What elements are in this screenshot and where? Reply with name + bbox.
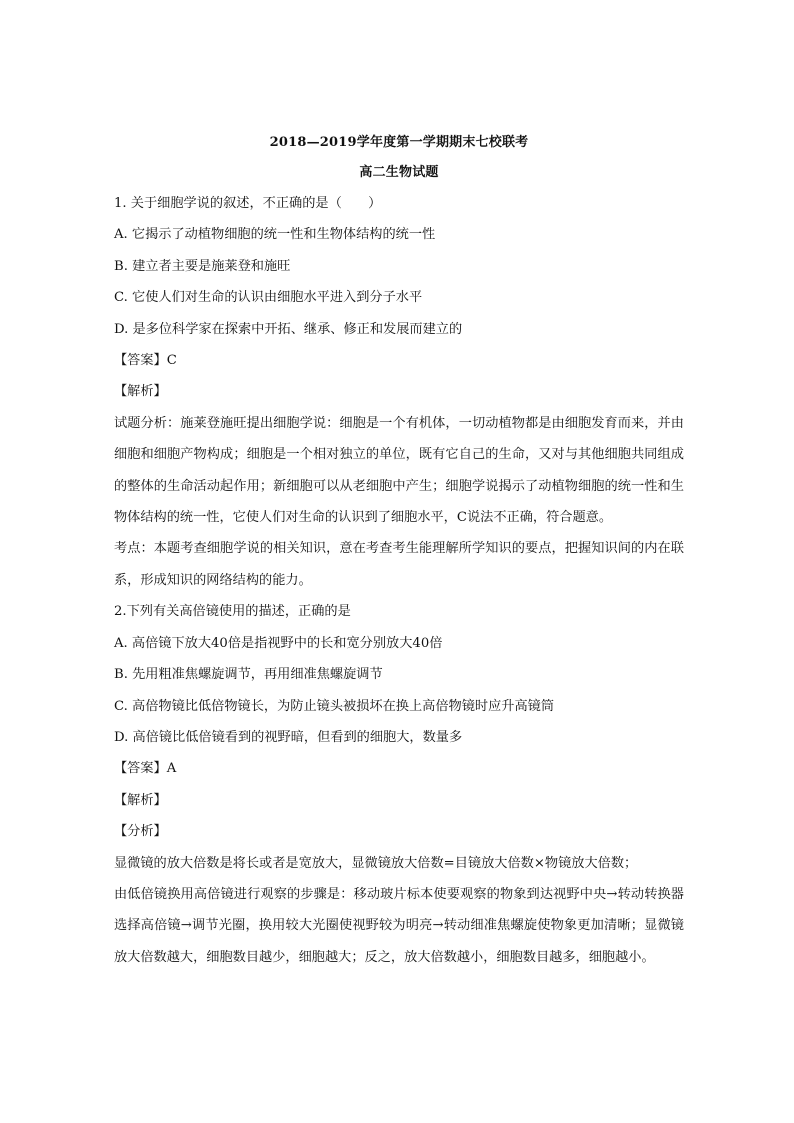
exam-title: 2018—2019学年度第一学期期末七校联考 xyxy=(269,135,529,150)
question-2-answer: 【答案】A xyxy=(114,761,177,777)
question-1-answer: 【答案】C xyxy=(114,353,177,369)
question-1-analysis-label: 【解析】 xyxy=(114,384,167,400)
question-1-analysis-text: 试题分析：施莱登施旺提出细胞学说：细胞是一个有机体，一切动植物都是由细胞发育而来，并由细胞和细胞产物构成；细胞是一个相对独立的单位，既有它自己的生命，又对与其他细胞共同组成的整体的生命活动起作用；新细胞可以从老细胞中产生；细胞学说揭示了动植物细胞的统一性和生物体结构的统一性，它使人们对生命的认识到了细胞水平，C说法不正确，符合题意。 xyxy=(114,415,684,526)
question-2-stem: 2.下列有关高倍镜使用的描述，正确的是 xyxy=(114,604,351,620)
question-2-fenxi-label: 【分析】 xyxy=(114,824,167,840)
question-1-option-a: A. 它揭示了动植物细胞的统一性和生物体结构的统一性 xyxy=(114,227,436,243)
question-1-stem: 1. 关于细胞学说的叙述，不正确的是（ ） xyxy=(114,196,382,211)
question-2-option-c: C. 高倍物镜比低倍物镜长，为防止镜头被损坏在换上高倍物镜时应升高镜筒 xyxy=(114,698,555,714)
question-2-fenxi-text: 由低倍镜换用高倍镜进行观察的步骤是：移动玻片标本使要观察的物象到达视野中央→转动转换器选择高倍镜→调节光圈，换用较大光圈使视野较为明亮→转动细准焦螺旋使物象更加清晰；显微镜放大倍数越大，细胞数目越少，细胞越大；反之，放大倍数越小，细胞数目越多，细胞越小。 xyxy=(114,886,684,965)
document-page xyxy=(114,128,684,973)
exam-subtitle: 高二生物试题 xyxy=(359,165,439,180)
question-1-option-b: B. 建立者主要是施莱登和施旺 xyxy=(114,258,291,274)
question-2-option-a: A. 高倍镜下放大40倍是指视野中的长和宽分别放大40倍 xyxy=(114,635,443,651)
question-2-analysis-label: 【解析】 xyxy=(114,792,167,808)
question-2-option-d: D. 高倍镜比低倍镜看到的视野暗，但看到的细胞大，数量多 xyxy=(114,729,463,745)
question-1-option-d: D. 是多位科学家在探索中开拓、继承、修正和发展而建立的 xyxy=(114,321,463,337)
question-2-fenxi-line-1: 显微镜的放大倍数是将长或者是宽放大，显微镜放大倍数=目镜放大倍数×物镜放大倍数； xyxy=(114,855,638,871)
question-1-option-c: C. 它使人们对生命的认识由细胞水平进入到分子水平 xyxy=(114,290,423,306)
question-2-option-b: B. 先用粗准焦螺旋调节，再用细准焦螺旋调节 xyxy=(114,667,383,683)
question-1-kaodian-text: 考点：本题考查细胞学说的相关知识，意在考查考生能理解所学知识的要点，把握知识间的内在联系，形成知识的网络结构的能力。 xyxy=(114,541,684,588)
